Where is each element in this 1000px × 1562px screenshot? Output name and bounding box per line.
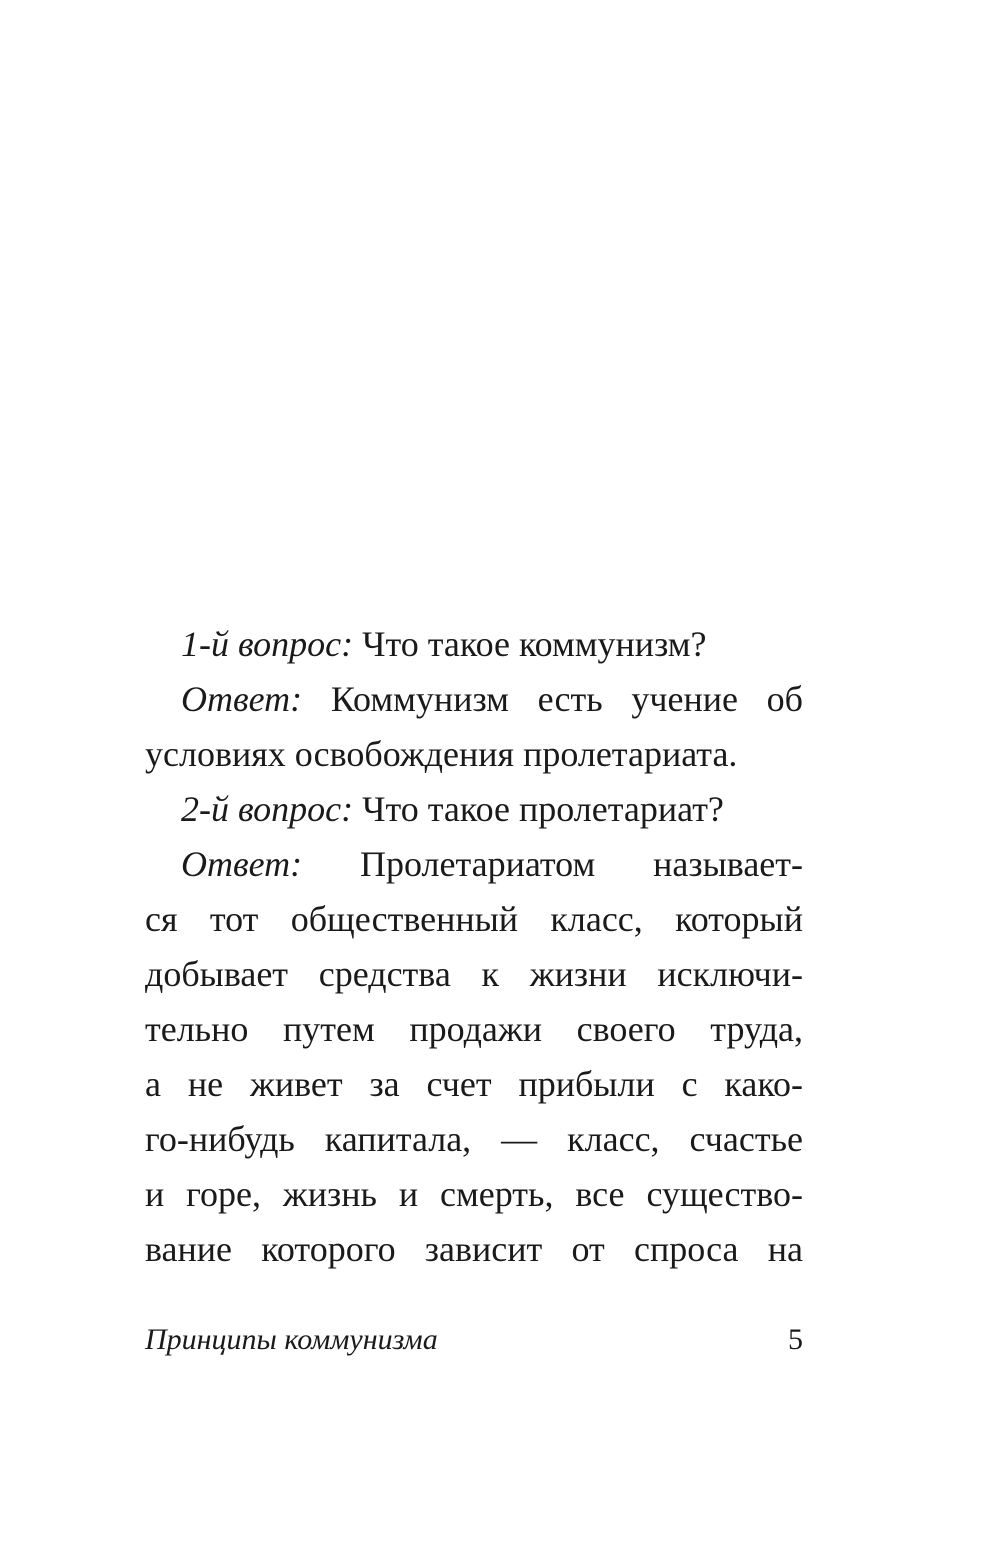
answer-1-label: Ответ: <box>181 679 303 719</box>
answer-2-line-7: и горе, жизнь и смерть, все существо- <box>145 1174 803 1214</box>
question-2-line <box>145 782 803 837</box>
page-number: 5 <box>788 1323 803 1356</box>
page-footer <box>145 1320 803 1360</box>
answer-1-line-2: условиях освобождения пролетариата. <box>145 734 738 774</box>
answer-2-line-3: добывает средства к жизни исключи- <box>145 954 803 994</box>
question-1-text: Что такое коммунизм? <box>353 624 707 664</box>
answer-2-line-6: го-нибудь капитала, — класс, счастье <box>145 1119 803 1159</box>
answer-2-line-1 <box>145 837 803 892</box>
answer-2-line-5: а не живет за счет прибыли с како- <box>145 1064 803 1104</box>
main-text <box>145 617 803 1277</box>
answer-2-text-1: Пролетариатом называет- <box>302 844 803 884</box>
question-1-label: 1-й вопрос: <box>181 624 354 664</box>
question-2-label: 2-й вопрос: <box>181 789 354 829</box>
answer-2-line-8: вание которого зависит от спроса на <box>145 1229 803 1269</box>
answer-1-line-1 <box>145 672 803 727</box>
answer-2-line-4: тельно путем продажи своего труда, <box>145 1009 803 1049</box>
question-2-text: Что такое пролетариат? <box>353 789 724 829</box>
answer-2-label: Ответ: <box>181 844 303 884</box>
running-title: Принципы коммунизма <box>145 1323 438 1356</box>
question-1-line <box>145 617 803 672</box>
answer-1-text-1: Коммунизм есть учение об <box>302 679 803 719</box>
answer-2-line-2: ся тот общественный класс, который <box>145 899 803 939</box>
